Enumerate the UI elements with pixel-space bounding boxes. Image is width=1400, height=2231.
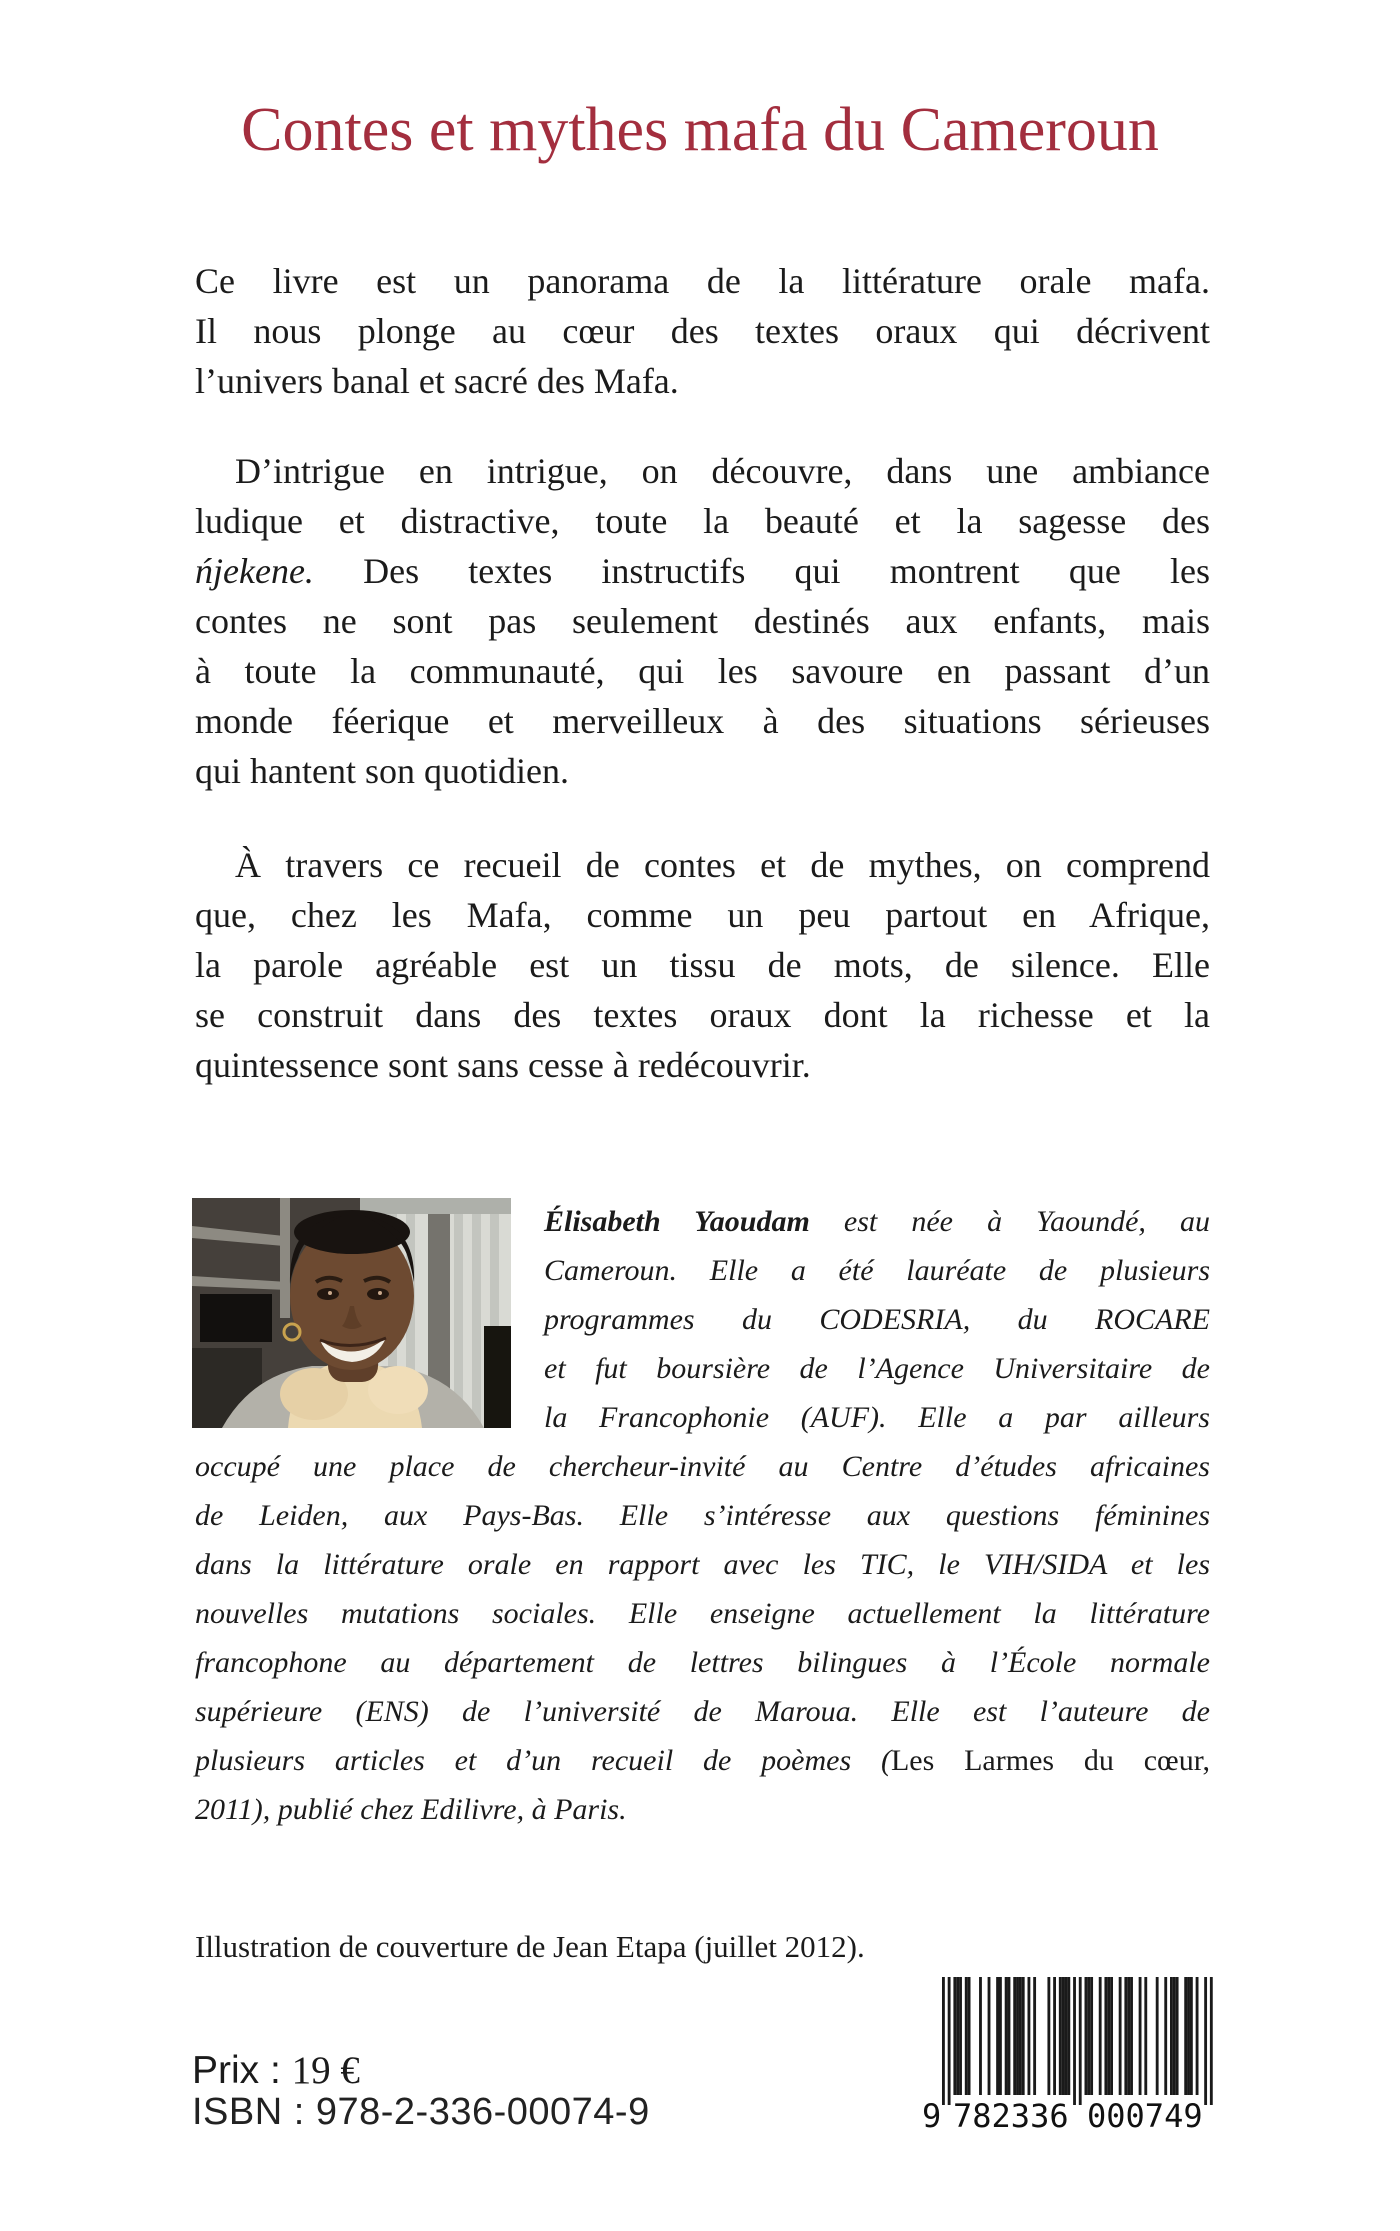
- price-value: 19 €: [291, 2049, 360, 2092]
- author-photo-illustration: [192, 1198, 511, 1428]
- text-line: ludique et distractive, toute la beauté et la sagesse des: [195, 501, 1210, 541]
- text-line: supérieure (ENS) de l’université de Maroua. Elle est l’auteure de: [195, 1695, 1210, 1728]
- text-line: l’univers banal et sacré des Mafa.: [195, 361, 679, 401]
- text-line: ńjekene. Des textes instructifs qui montrent que les: [195, 551, 1210, 591]
- text-line: programmes du CODESRIA, du ROCARE: [544, 1303, 1210, 1336]
- barcode-left-digits: 782336: [953, 2097, 1069, 2131]
- text-line: se construit dans des textes oraux dont la richesse et la: [195, 995, 1210, 1035]
- ean-barcode: [920, 1975, 1220, 2131]
- isbn-line: ISBN : 978-2-336-00074-9: [192, 2091, 650, 2133]
- text-line: Il nous plonge au cœur des textes oraux qui décrivent: [195, 311, 1210, 351]
- text-line: la parole agréable est un tissu de mots, de silence. Elle: [195, 945, 1210, 985]
- book-title: Contes et mythes mafa du Cameroun: [241, 96, 1159, 164]
- author-bio-text-full-width: [195, 1442, 1210, 1834]
- price-line: [192, 2049, 360, 2093]
- text-line: monde féerique et merveilleux à des situations sérieuses: [195, 701, 1210, 741]
- text-line: occupé une place de chercheur-invité au Centre d’études africaines: [195, 1450, 1210, 1483]
- barcode-right-digits: 000749: [1087, 2097, 1203, 2131]
- synopsis-paragraph-1: [195, 256, 1210, 406]
- text-line: 2011), publié chez Edilivre, à Paris.: [195, 1793, 627, 1826]
- text-line: à toute la communauté, qui les savoure en passant d’un: [195, 651, 1210, 691]
- cover-illustration-credit: Illustration de couverture de Jean Etapa (juillet 2012).: [195, 1929, 865, 1964]
- text-line: la Francophonie (AUF). Elle a par ailleurs: [544, 1401, 1210, 1434]
- author-bio-text-beside-photo: [544, 1197, 1210, 1442]
- text-line: Cameroun. Elle a été lauréate de plusieurs: [544, 1254, 1210, 1287]
- text-line: que, chez les Mafa, comme un peu partout en Afrique,: [195, 895, 1210, 935]
- text-line: quintessence sont sans cesse à redécouvrir.: [195, 1045, 811, 1085]
- text-line: de Leiden, aux Pays-Bas. Elle s’intéresse aux questions féminines: [195, 1499, 1210, 1532]
- text-line: dans la littérature orale en rapport avec les TIC, le VIH/SIDA et les: [195, 1548, 1210, 1581]
- text-line: francophone au département de lettres bilingues à l’École normale: [195, 1646, 1210, 1679]
- text-line: D’intrigue en intrigue, on découvre, dans une ambiance: [235, 451, 1210, 491]
- synopsis-paragraph-3: [195, 840, 1210, 1090]
- synopsis-paragraph-2: [195, 446, 1210, 796]
- barcode-first-digit: 9: [922, 2097, 942, 2131]
- text-line: Ce livre est un panorama de la littérature orale mafa.: [195, 261, 1210, 301]
- price-label: Prix :: [192, 2049, 292, 2092]
- author-photo: [192, 1198, 511, 1428]
- ean-barcode-graphic: [920, 1975, 1220, 2131]
- text-line: Élisabeth Yaoudam est née à Yaoundé, au: [544, 1205, 1211, 1238]
- text-line: À travers ce recueil de contes et de mythes, on comprend: [235, 845, 1210, 885]
- text-line: nouvelles mutations sociales. Elle enseigne actuellement la littérature: [195, 1597, 1210, 1630]
- text-line: contes ne sont pas seulement destinés aux enfants, mais: [195, 601, 1210, 641]
- text-line: et fut boursière de l’Agence Universitaire de: [544, 1352, 1210, 1385]
- text-line: qui hantent son quotidien.: [195, 751, 569, 791]
- text-line: plusieurs articles et d’un recueil de poèmes (Les Larmes du cœur,: [195, 1744, 1211, 1777]
